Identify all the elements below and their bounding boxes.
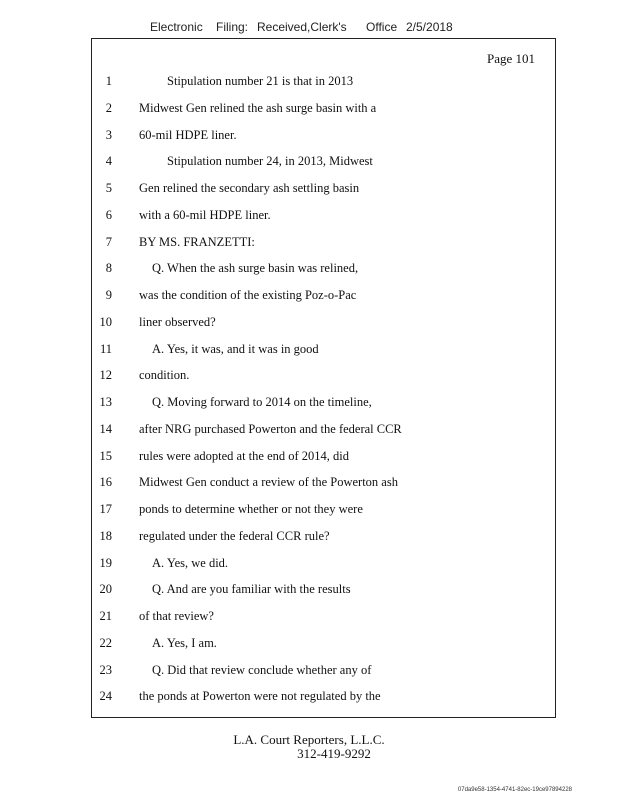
- document-id: 07da9e58-1354-4741-82ec-19ce97894228: [457, 787, 572, 793]
- transcript-line: [92, 395, 555, 411]
- page-number: Page 101: [486, 51, 535, 66]
- filing-header-date: 2/5/2018: [406, 20, 453, 34]
- line-text: A. Yes, it was, and it was in good: [152, 341, 319, 356]
- line-number: 11: [99, 341, 112, 356]
- line-number: 23: [99, 662, 112, 677]
- line-number: 16: [99, 475, 112, 490]
- court-reporter-name: L.A. Court Reporters, L.L.C.: [233, 732, 385, 747]
- line-text: Q. Did that review conclude whether any of: [152, 662, 372, 677]
- line-number: 2: [105, 100, 112, 115]
- line-number: 10: [99, 314, 112, 329]
- transcript-page: [91, 38, 556, 718]
- transcript-line: [92, 475, 555, 491]
- line-number: 22: [99, 635, 112, 650]
- transcript-line: [92, 101, 555, 117]
- line-text: Gen relined the secondary ash settling basin: [139, 181, 360, 195]
- line-text: condition.: [139, 368, 190, 383]
- transcript-line: [92, 288, 555, 304]
- line-number: 12: [99, 368, 112, 383]
- transcript-line: [92, 449, 555, 465]
- transcript-line: [92, 235, 555, 251]
- line-text: the ponds at Powerton were not regulated by the: [139, 689, 381, 704]
- transcript-line: [92, 582, 555, 598]
- line-number: 8: [105, 261, 112, 276]
- line-text: ponds to determine whether or not they were: [139, 502, 363, 516]
- line-text: A. Yes, we did.: [152, 555, 229, 570]
- transcript-line: [92, 181, 555, 197]
- line-text: Q. And are you familiar with the results: [152, 582, 351, 597]
- transcript-line: [92, 315, 555, 331]
- line-text: A. Yes, I am.: [152, 635, 217, 650]
- transcript-line: [92, 208, 555, 224]
- line-text: Stipulation number 21 is that in 2013: [167, 74, 354, 88]
- line-text: regulated under the federal CCR rule?: [139, 528, 330, 543]
- line-number: 7: [105, 234, 112, 249]
- filing-header-electronic: Electronic: [150, 20, 203, 34]
- line-number: 18: [99, 528, 112, 543]
- line-text: Q. Moving forward to 2014 on the timeline,: [152, 395, 372, 409]
- line-text: with a 60-mil HDPE liner.: [139, 207, 271, 222]
- electronic-filing-header: [150, 20, 470, 36]
- line-text: 60-mil HDPE liner.: [139, 127, 237, 142]
- transcript-line: [92, 261, 555, 277]
- transcript-line: [92, 663, 555, 679]
- line-number: 1: [105, 74, 112, 88]
- line-text: of that review?: [139, 609, 214, 623]
- line-number: 20: [99, 582, 112, 597]
- transcript-line: [92, 74, 555, 90]
- transcript-line: [92, 529, 555, 545]
- line-number: 15: [99, 448, 112, 463]
- court-reporter-phone: 312-419-9292: [297, 746, 371, 761]
- transcript-line: [92, 128, 555, 144]
- line-text: Midwest Gen relined the ash surge basin with a: [139, 100, 377, 115]
- transcript-line: [92, 502, 555, 518]
- transcript-line: [92, 636, 555, 652]
- line-text: was the condition of the existing Poz-o-Pac: [139, 288, 357, 302]
- transcript-line: [92, 422, 555, 438]
- filing-header-office: Office: [366, 20, 398, 34]
- page-footer: [0, 733, 618, 761]
- line-text: rules were adopted at the end of 2014, did: [139, 448, 350, 463]
- line-number: 17: [99, 502, 112, 516]
- line-text: liner observed?: [139, 314, 216, 329]
- line-text: Q. When the ash surge basin was relined,: [152, 261, 359, 276]
- line-number: 14: [99, 421, 112, 436]
- filing-header-filing: Filing:: [216, 20, 249, 34]
- line-text: BY MS. FRANZETTI:: [139, 234, 255, 249]
- transcript-line: [92, 154, 555, 170]
- filing-header-received: Received,Clerk's: [257, 20, 347, 34]
- line-number: 6: [105, 207, 112, 222]
- line-number: 9: [105, 288, 112, 302]
- transcript-line: [92, 609, 555, 625]
- line-text: after NRG purchased Powerton and the federal CCR: [139, 421, 402, 436]
- line-text: Midwest Gen conduct a review of the Powerton ash: [139, 475, 398, 490]
- transcript-line: [92, 368, 555, 384]
- line-number: 19: [99, 555, 112, 570]
- transcript-line: [92, 556, 555, 572]
- transcript-line: [92, 342, 555, 358]
- line-number: 24: [99, 689, 112, 704]
- transcript-lines: [92, 39, 555, 717]
- line-number: 3: [105, 127, 112, 142]
- line-number: 21: [99, 609, 112, 623]
- line-number: 5: [105, 181, 112, 195]
- line-text: Stipulation number 24, in 2013, Midwest: [167, 154, 373, 169]
- line-number: 13: [99, 395, 112, 409]
- line-number: 4: [105, 154, 112, 169]
- transcript-line: [92, 689, 555, 705]
